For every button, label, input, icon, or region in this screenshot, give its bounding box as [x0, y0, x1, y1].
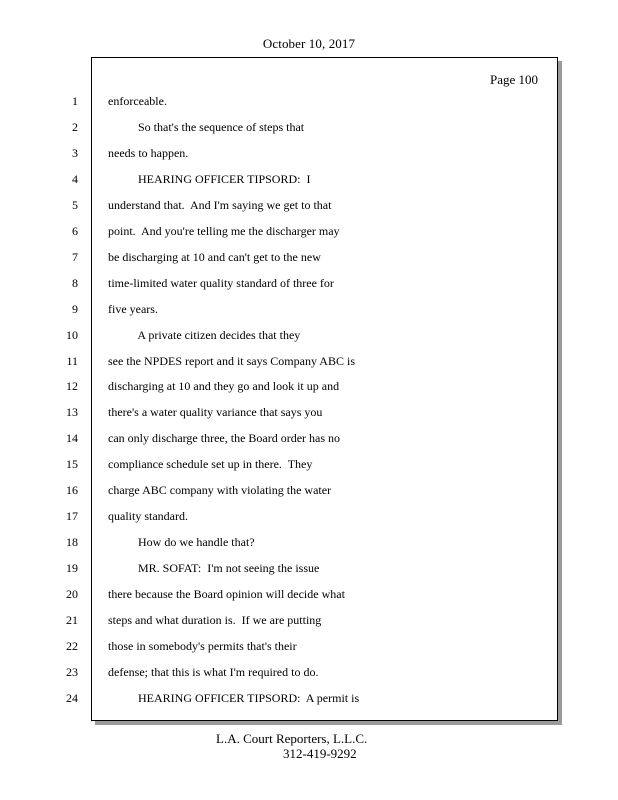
transcript-line-text: understand that. And I'm saying we get to that — [108, 198, 332, 212]
line-number: 3 — [72, 146, 78, 160]
line-number: 11 — [66, 354, 78, 368]
transcript-line-text: five years. — [108, 302, 158, 316]
line-number: 4 — [72, 172, 78, 186]
transcript-date: October 10, 2017 — [262, 36, 356, 51]
transcript-line-text: steps and what duration is. If we are putting — [108, 613, 322, 627]
transcript-line-text: see the NPDES report and it says Company ABC is — [108, 354, 355, 368]
transcript-line-text: time-limited water quality standard of three for — [108, 276, 334, 290]
transcript-line-text: HEARING OFFICER TIPSORD: A permit is — [108, 691, 360, 705]
line-number: 7 — [72, 250, 78, 264]
line-number: 5 — [72, 198, 78, 212]
line-number: 24 — [66, 691, 78, 705]
line-number: 9 — [72, 302, 78, 316]
line-number: 2 — [72, 120, 78, 134]
line-number: 22 — [66, 639, 78, 653]
line-number: 14 — [66, 431, 78, 445]
line-number: 15 — [66, 457, 78, 471]
transcript-line-text: discharging at 10 and they go and look it up and — [108, 379, 340, 393]
court-reporter-phone: 312-419-9292 — [283, 746, 357, 761]
transcript-line-text: can only discharge three, the Board order has no — [108, 431, 341, 445]
line-number: 1 — [72, 94, 78, 108]
transcript-line-text: there because the Board opinion will decide what — [108, 587, 345, 601]
transcript-line-text: defense; that this is what I'm required to do. — [108, 665, 319, 679]
page-number: Page 100 — [490, 72, 539, 87]
line-number: 19 — [66, 561, 78, 575]
transcript-line-text: compliance schedule set up in there. They — [108, 457, 313, 471]
transcript-line-text: A private citizen decides that they — [108, 328, 301, 342]
court-reporter-name: L.A. Court Reporters, L.L.C. — [216, 731, 368, 746]
transcript-line-text: So that's the sequence of steps that — [108, 120, 305, 134]
transcript-line-text: there's a water quality variance that says you — [108, 405, 323, 419]
transcript-line-text: How do we handle that? — [108, 535, 255, 549]
line-number: 16 — [66, 483, 78, 497]
line-number: 10 — [66, 328, 78, 342]
line-number: 12 — [66, 379, 78, 393]
transcript-line-text: be discharging at 10 and can't get to the new — [108, 250, 321, 264]
line-number: 23 — [66, 665, 78, 679]
line-number: 6 — [72, 224, 78, 238]
line-number: 13 — [66, 405, 78, 419]
line-number: 18 — [66, 535, 78, 549]
line-number: 20 — [66, 587, 78, 601]
transcript-line-text: those in somebody's permits that's their — [108, 639, 297, 653]
line-number: 8 — [72, 276, 78, 290]
transcript-line-text: needs to happen. — [108, 146, 189, 160]
line-number: 21 — [66, 613, 78, 627]
transcript-line-text: HEARING OFFICER TIPSORD: I — [108, 172, 311, 186]
transcript-line-text: point. And you're telling me the discharger may — [108, 224, 340, 238]
transcript-line-text: MR. SOFAT: I'm not seeing the issue — [108, 561, 320, 575]
transcript-line-text: enforceable. — [108, 94, 167, 108]
line-number: 17 — [66, 509, 78, 523]
transcript-line-text: quality standard. — [108, 509, 188, 523]
transcript-line-text: charge ABC company with violating the water — [108, 483, 332, 497]
